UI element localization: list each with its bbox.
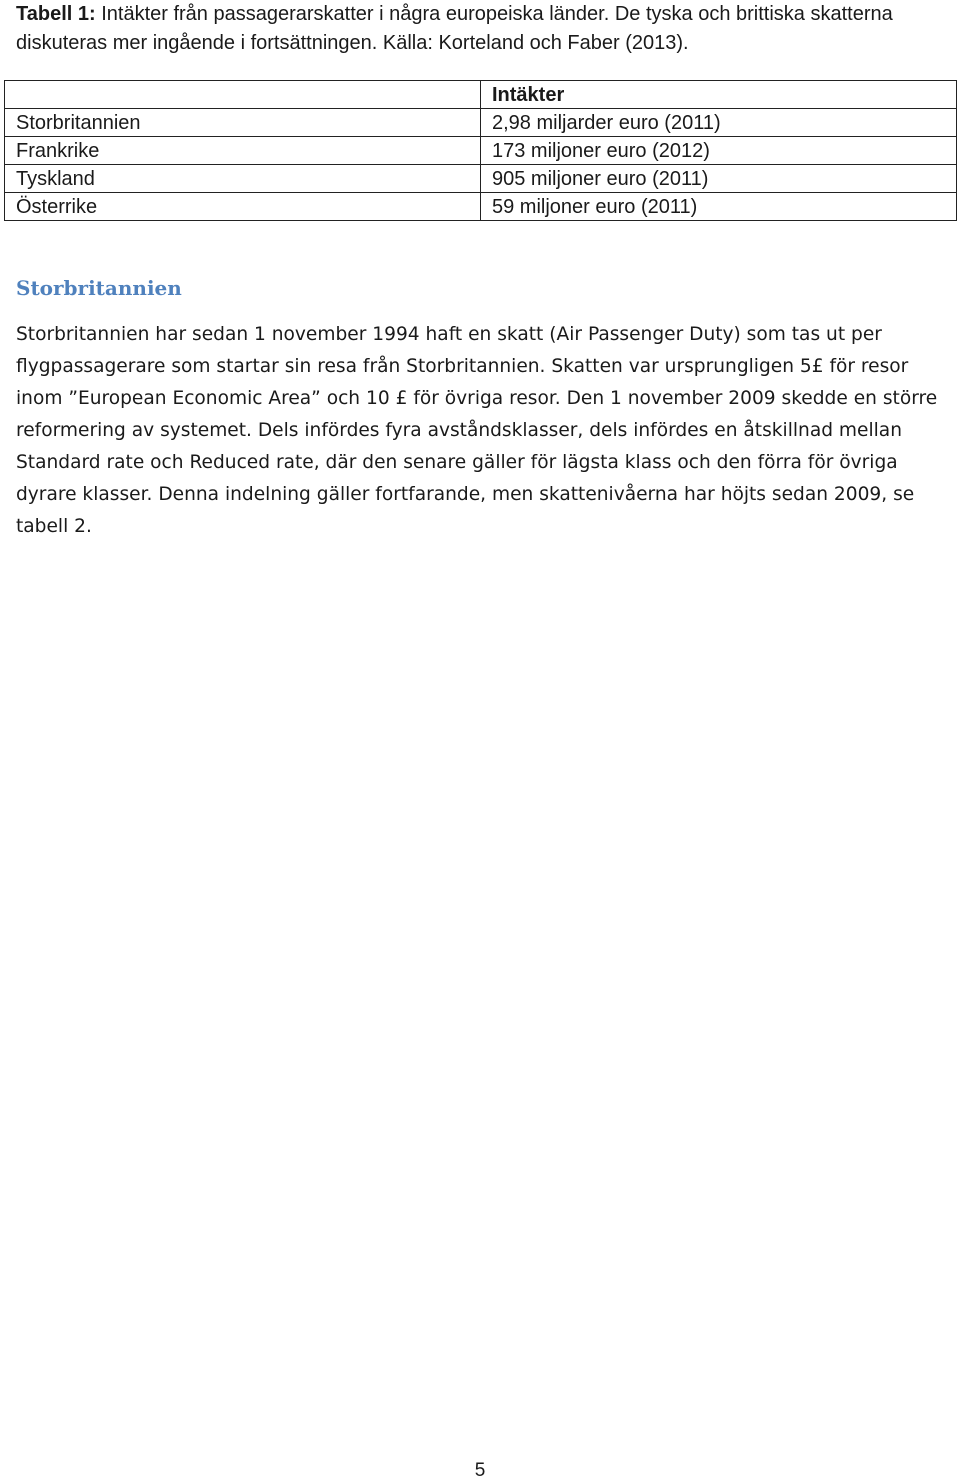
header-cell-revenue: Intäkter bbox=[481, 81, 957, 109]
country-cell: Frankrike bbox=[5, 137, 481, 165]
table-caption bbox=[16, 0, 946, 58]
table-row bbox=[5, 165, 957, 193]
revenue-table bbox=[4, 80, 957, 221]
country-cell: Tyskland bbox=[5, 165, 481, 193]
table-row bbox=[5, 109, 957, 137]
table-header-row bbox=[5, 81, 957, 109]
country-cell: Storbritannien bbox=[5, 109, 481, 137]
revenue-cell: 905 miljoner euro (2011) bbox=[481, 165, 957, 193]
caption-text: Intäkter från passagerarskatter i några europeiska länder. De tyska och brittiska skatterna diskuteras mer ingående i fortsättningen. Källa: Korteland och Faber (2013). bbox=[16, 3, 893, 54]
page-number: 5 bbox=[474, 1460, 486, 1481]
revenue-cell: 173 miljoner euro (2012) bbox=[481, 137, 957, 165]
revenue-cell: 59 miljoner euro (2011) bbox=[481, 193, 957, 221]
caption-label: Tabell 1: bbox=[16, 3, 96, 25]
body-paragraph: Storbritannien har sedan 1 november 1994 haft en skatt (Air Passenger Duty) som tas ut per flygpassagerare som startar sin resa från Storbritannien. Skatten var ursprungligen 5£ för resor inom ”European Economic Area” och 10 £ för övriga resor. Den 1 november 2009 skedde en större reformering av systemet. Dels infördes fyra avståndsklasser, dels infördes en åtskillnad mellan Standard rate och Reduced rate, där den senare gäller för lägsta klass och den förra för övriga dyrare klasser. Denna indelning gäller fortfarande, men skattenivåerna har höjts sedan 2009, se tabell 2. bbox=[16, 324, 938, 537]
country-cell: Österrike bbox=[5, 193, 481, 221]
revenue-cell: 2,98 miljarder euro (2011) bbox=[481, 109, 957, 137]
table-row bbox=[5, 193, 957, 221]
header-cell-country bbox=[5, 81, 481, 109]
table-row bbox=[5, 137, 957, 165]
section-heading: Storbritannien bbox=[16, 276, 182, 300]
